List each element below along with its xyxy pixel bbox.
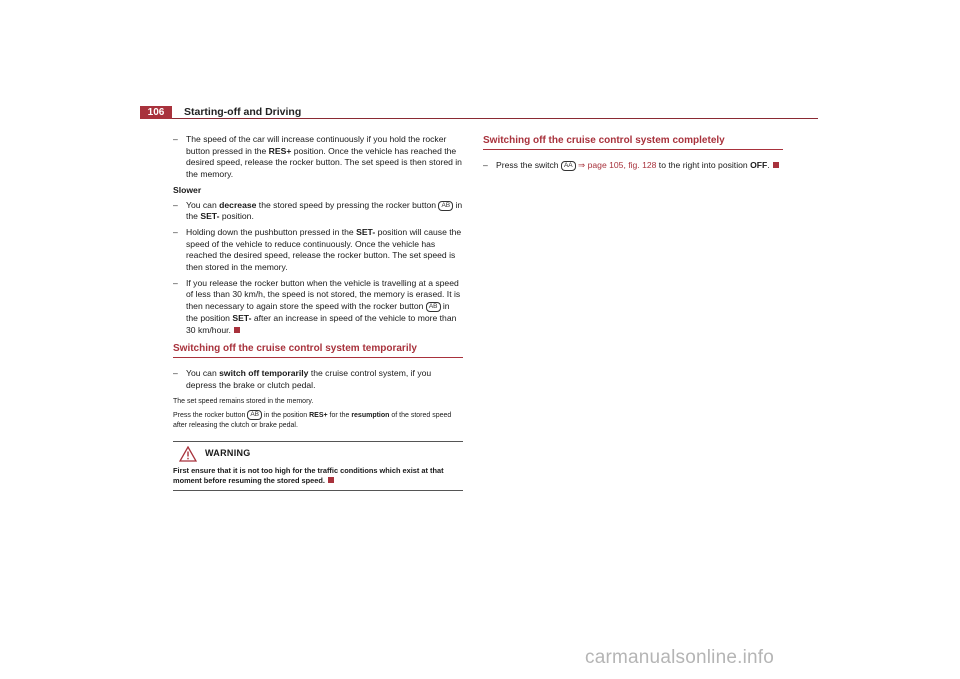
end-mark-icon — [773, 162, 779, 168]
dash-bullet: – — [173, 134, 178, 144]
warning-header — [179, 446, 463, 462]
left-column — [173, 134, 463, 491]
list-item: – If you release the rocker button when the vehicle is travelling at a speed of less than 30 km/h, the speed is not stored, the memory is erased. It is then necessary to again store the speed with the rocker button AB in the position SET- after an increase in speed of the vehicle to more than 30 km/hour. — [173, 277, 461, 335]
rocker-button-badge: AB — [426, 302, 441, 312]
dash-bullet: – — [173, 277, 178, 288]
warning-box — [173, 441, 463, 491]
warning-title: WARNING — [205, 447, 251, 458]
list-item: – Press the switch AA ⇒ page 105, fig. 128 to the right into position OFF. — [483, 160, 783, 172]
dash-bullet: – — [173, 368, 178, 379]
dash-bullet: – — [173, 226, 178, 237]
end-mark-icon — [234, 327, 240, 333]
note-block — [173, 397, 463, 431]
dash-bullet: – — [483, 160, 488, 170]
rocker-button-badge: AB — [247, 410, 262, 420]
list-item: – You can decrease the stored speed by pressing the rocker button AB in the SET- position. — [173, 199, 463, 222]
section-title-temporarily: Switching off the cruise control system temporarily — [173, 342, 463, 358]
end-mark-icon — [328, 477, 334, 483]
rocker-button-badge: AB — [438, 201, 453, 211]
right-column — [483, 134, 783, 176]
note-line: The set speed remains stored in the memory. — [173, 397, 314, 405]
dash-bullet: – — [173, 199, 178, 210]
list-item: – The speed of the car will increase continuously if you hold the rocker button pressed in the RES+ position. Once the vehicle has reached the desired speed, release the rocker button. The set speed is then stored in the memory. — [173, 134, 462, 180]
watermark: carmanualsonline.info — [585, 647, 775, 668]
list-item: – You can switch off temporarily the cruise control system, if you depress the brake or clutch pedal. — [173, 368, 432, 390]
list-item: – Holding down the pushbutton pressed in the SET- position will cause the speed of the vehicle to reduce continuously. Once the vehicle has reached the desired speed, release the rocker button. The set speed is then stored in the memory. — [173, 226, 462, 273]
page-reference-link[interactable]: ⇒ page 105, fig. 128 — [578, 160, 657, 170]
section-title-completely: Switching off the cruise control system completely — [483, 134, 783, 150]
note-line: Press the rocker button AB in the position RES+ for the resumption of the stored speed after releasing the clutch or brake pedal. — [173, 410, 452, 429]
chapter-title: Starting-off and Driving — [184, 106, 302, 118]
header-rule — [140, 118, 818, 119]
switch-badge: AA — [561, 161, 576, 171]
subheading-slower: Slower — [173, 184, 202, 195]
warning-text: First ensure that it is not too high for the traffic conditions which exist at that moment before resuming the stored speed. — [173, 465, 444, 486]
warning-triangle-icon — [179, 446, 197, 462]
page-number: 106 — [140, 106, 172, 119]
